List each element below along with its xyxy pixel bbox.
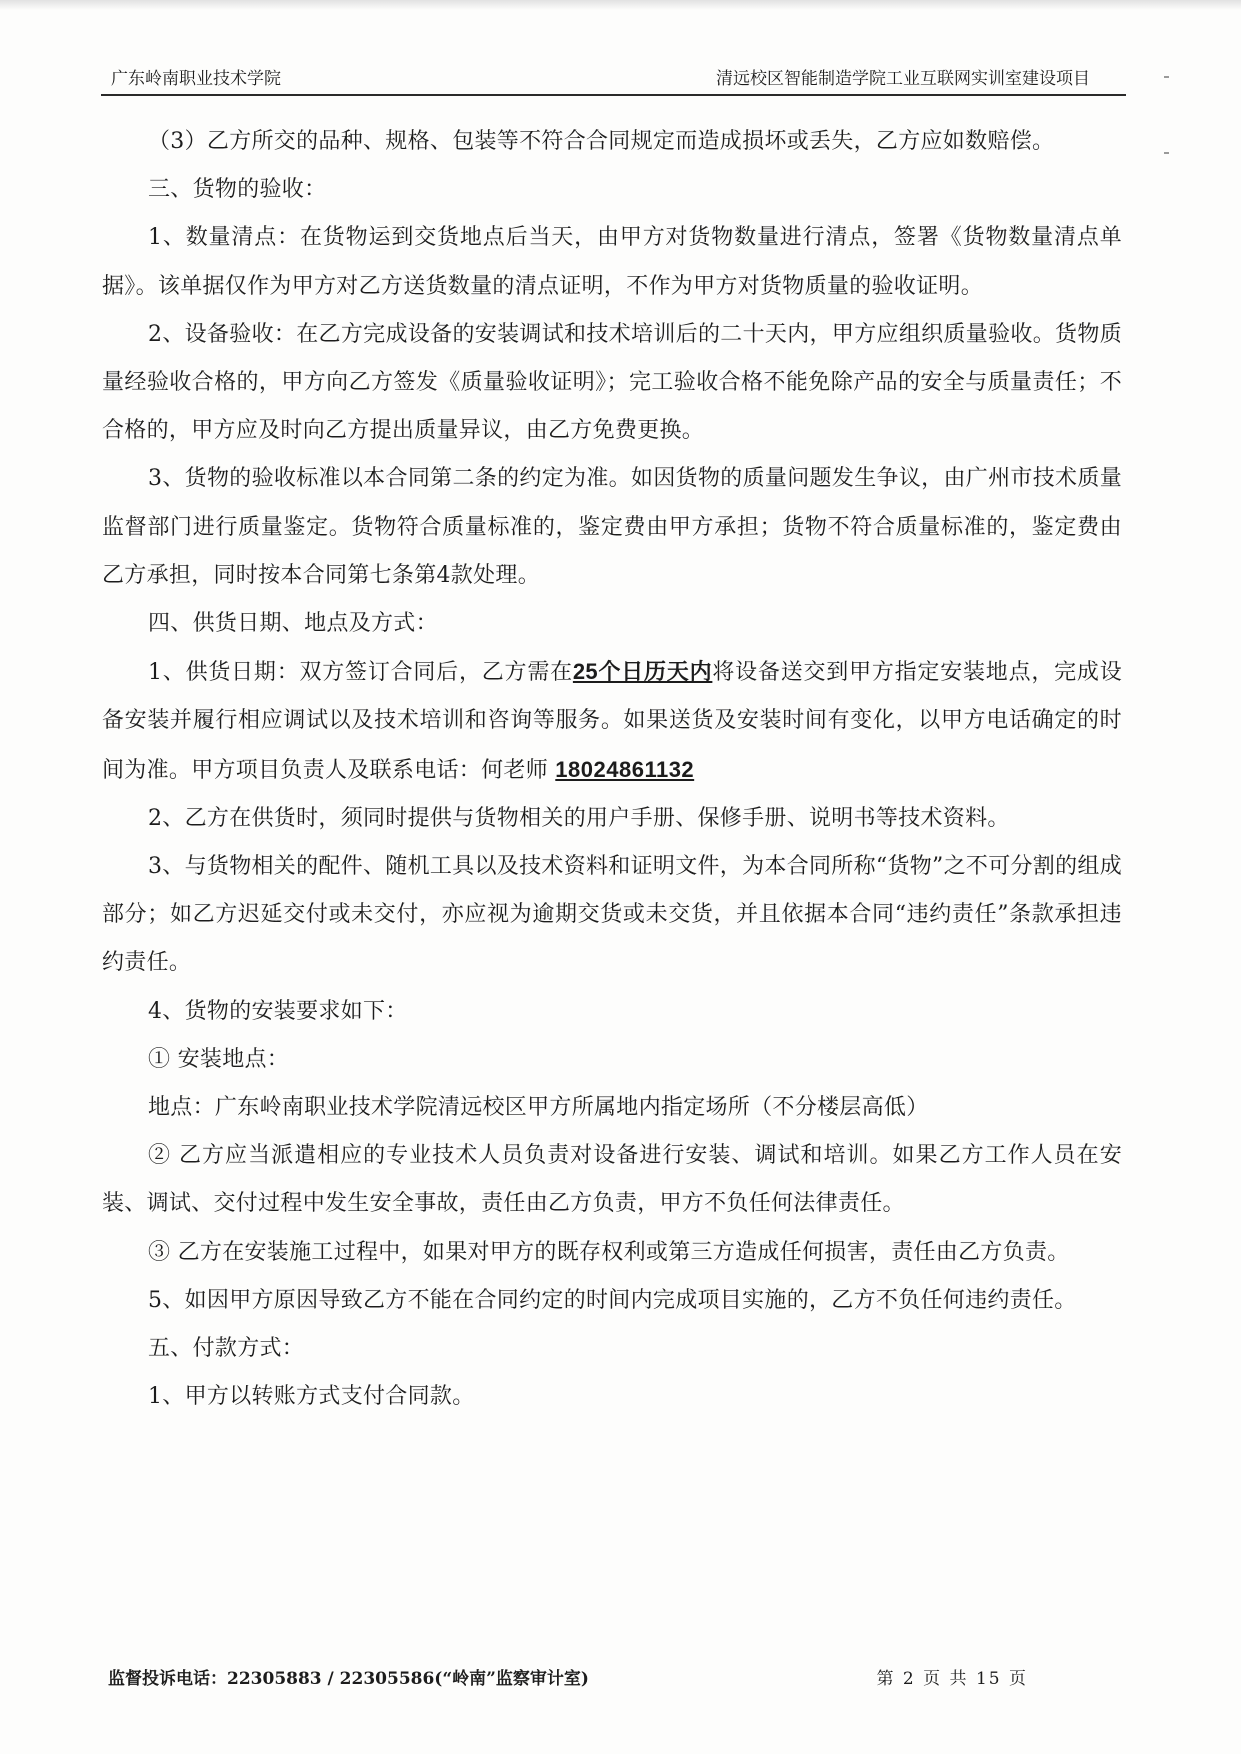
scan-mark	[1164, 152, 1169, 154]
header-institution: 广东岭南职业技术学院	[111, 69, 281, 89]
section-heading-acceptance: 三、货物的验收：	[148, 177, 327, 203]
delivery-date-text-a: 1、供货日期：双方签订合同后，乙方需在	[148, 660, 573, 686]
paragraph-install-location: 地点：广东岭南职业技术学院清远校区甲方所属地内指定场所（不分楼层高低）	[148, 1095, 929, 1121]
paragraph-install-liability: ③ 乙方在安装施工过程中，如果对甲方的既存权利或第三方造成任何损害，责任由乙方负责。	[148, 1239, 1070, 1265]
delivery-days: 25个日历天内	[572, 659, 713, 685]
paragraph-payment-method: 1、甲方以转账方式支付合同款。	[148, 1384, 475, 1410]
paragraph-damage-compensation: （3）乙方所交的品种、规格、包装等不符合合同规定而造成损坏或丢失，乙方应如数赔偿。	[148, 129, 1055, 154]
paragraph-equipment-acceptance: 2、设备验收：在乙方完成设备的安装调试和技术培训后的二十天内，甲方应组织质量验收。货物质量经验收合格的，甲方向乙方签发《质量验收证明》；完工验收合格不能免除产品的安全与质量责任；不合格的，甲方应及时向乙方提出质量异议，由乙方免费更换。	[102, 321, 1122, 444]
paragraph-delivery-date	[102, 648, 1122, 795]
delivery-date-text-b: 将设备送交到甲方指定安装地点，完成设备安装并履行相应调试以及技术培训和咨询等服务。如果送货及安装时间有变化，以甲方电话确定的时间为准。甲方项目负责人及联系电话：何老师	[102, 660, 1122, 783]
contact-phone: 18024861132	[555, 756, 695, 782]
scan-top-edge	[0, 0, 1241, 10]
paragraph-acceptance-standard: 3、货物的验收标准以本合同第二条的约定为准。如因货物的质量问题发生争议，由广州市技术质量监督部门进行质量鉴定。货物符合质量标准的，鉴定费由甲方承担；货物不符合质量标准的，鉴定费由乙方承担，同时按本合同第七条第4款处理。	[102, 466, 1122, 588]
page-footer	[108, 1664, 1028, 1694]
header-project-title: 清远校区智能制造学院工业互联网实训室建设项目	[716, 69, 1090, 89]
paragraph-accessories: 3、与货物相关的配件、随机工具以及技术资料和证明文件，为本合同所称“货物”之不可分割的组成部分；如乙方迟延交付或未交付，亦应视为逾期交货或未交货，并且依据本合同“违约责任”条款承担违约责任。	[102, 854, 1122, 976]
paragraph-technical-docs: 2、乙方在供货时，须同时提供与货物相关的用户手册、保修手册、说明书等技术资料。	[148, 805, 1010, 831]
section-heading-delivery: 四、供货日期、地点及方式：	[148, 611, 438, 637]
paragraph-install-requirements: 4、货物的安装要求如下：	[148, 998, 408, 1024]
section-heading-payment: 五、付款方式：	[148, 1336, 305, 1362]
scan-mark	[1164, 76, 1169, 78]
page-number: 第 2 页 共 15 页	[876, 1669, 1028, 1689]
paragraph-install-staff: ② 乙方应当派遣相应的专业技术人员负责对设备进行安装、调试和培训。如果乙方工作人员在安装、调试、交付过程中发生安全事故，责任由乙方负责，甲方不负任何法律责任。	[102, 1143, 1122, 1217]
paragraph-quantity-count: 1、数量清点：在货物运到交货地点后当天，由甲方对货物数量进行清点，签署《货物数量清点单据》。该单据仅作为甲方对乙方送货数量的清点证明，不作为甲方对货物质量的验收证明。	[102, 225, 1122, 299]
page-header	[101, 64, 1126, 96]
paragraph-party-a-delay: 5、如因甲方原因导致乙方不能在合同约定的时间内完成项目实施的，乙方不负任何违约责任。	[148, 1287, 1077, 1313]
paragraph-install-location-heading: ① 安装地点：	[148, 1046, 290, 1072]
document-body	[102, 118, 1122, 1421]
footer-complaint-phone: 监督投诉电话：22305883 / 22305586(“岭南”监察审计室)	[108, 1669, 589, 1689]
